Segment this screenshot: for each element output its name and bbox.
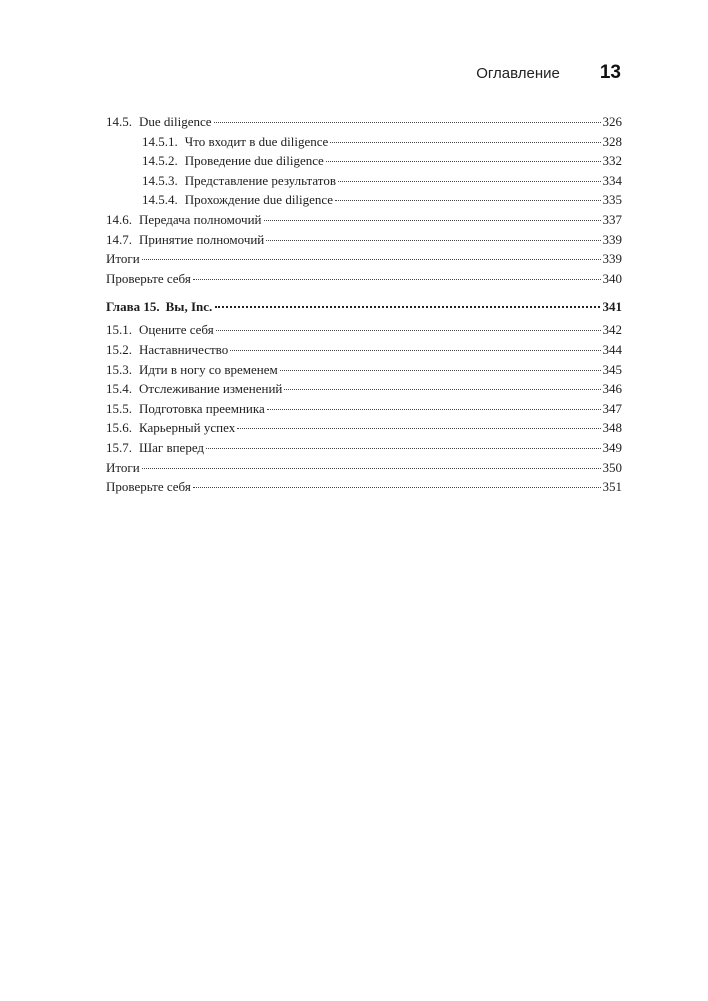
entry-page: 349 — [602, 439, 622, 455]
entry-title: Оцените себя — [139, 322, 214, 338]
dot-leader — [267, 408, 601, 410]
toc-entry[interactable] — [106, 171, 622, 191]
entry-title: Due diligence — [139, 114, 212, 129]
dot-leader — [206, 447, 600, 449]
toc-entry[interactable] — [106, 477, 622, 497]
toc-entry[interactable] — [106, 269, 622, 289]
entry-title: Проверьте себя — [106, 270, 191, 286]
entry-number: 14.5.4. — [142, 192, 178, 208]
toc-entry[interactable] — [106, 249, 622, 269]
entry-page: 342 — [602, 322, 622, 338]
dot-leader — [215, 305, 599, 308]
dot-leader — [266, 239, 600, 241]
entry-title: Проведение due diligence — [184, 153, 324, 169]
entry-number: 15.5. — [106, 400, 132, 416]
toc-entry[interactable] — [106, 320, 622, 340]
page-number: 13 — [599, 62, 621, 83]
chapter-label: Глава 15. — [106, 299, 160, 315]
toc-entry[interactable] — [106, 112, 622, 132]
entry-number: 15.6. — [106, 420, 132, 436]
toc-entry[interactable] — [106, 399, 622, 419]
entry-page: 326 — [602, 114, 622, 129]
dot-leader — [338, 180, 601, 182]
toc-entry[interactable] — [106, 418, 622, 438]
entry-page: 335 — [602, 192, 622, 208]
entry-title: Передача полномочий — [139, 211, 262, 227]
toc-entry[interactable] — [106, 379, 622, 399]
entry-page: 340 — [602, 270, 622, 286]
entry-title: Представление результатов — [184, 172, 336, 188]
entry-title: Что входит в due diligence — [184, 133, 329, 149]
entry-number: 14.5.2. — [142, 153, 178, 169]
toc-entry[interactable] — [106, 210, 622, 230]
entry-title: Принятие полномочий — [139, 231, 265, 247]
toc-entry[interactable] — [106, 458, 622, 478]
entry-number: 14.5.1. — [142, 133, 178, 149]
entry-number: 14.5. — [106, 114, 132, 129]
entry-page: 334 — [602, 172, 622, 188]
toc-entry[interactable] — [106, 190, 622, 210]
toc-entry[interactable] — [106, 360, 622, 380]
dot-leader — [280, 369, 601, 371]
toc-section-14 — [106, 112, 622, 288]
dot-leader — [193, 486, 601, 488]
entry-page: 346 — [602, 381, 622, 397]
toc-entry[interactable] — [106, 132, 622, 152]
entry-page: 332 — [602, 153, 622, 169]
toc-chapter-entry[interactable] — [106, 297, 622, 317]
dot-leader — [326, 160, 601, 162]
entry-page: 328 — [602, 133, 622, 149]
entry-title: Наставничество — [139, 341, 229, 357]
dot-leader — [335, 199, 601, 201]
entry-number: 14.5.3. — [142, 172, 178, 188]
dot-leader — [330, 141, 600, 143]
running-head-title: Оглавление — [476, 65, 560, 82]
entry-number: 14.7. — [106, 231, 132, 247]
entry-title: Идти в ногу со временем — [139, 361, 278, 377]
dot-leader — [264, 219, 601, 221]
entry-title: Итоги — [106, 251, 140, 267]
entry-page: 345 — [602, 361, 622, 377]
table-of-contents — [106, 112, 622, 497]
entry-title: Проверьте себя — [106, 479, 191, 495]
dot-leader — [216, 329, 601, 331]
toc-entry[interactable] — [106, 340, 622, 360]
dot-leader — [230, 349, 600, 351]
dot-leader — [142, 258, 601, 260]
entry-page: 339 — [602, 231, 622, 247]
entry-number: 15.1. — [106, 322, 132, 338]
entry-page: 339 — [602, 251, 622, 267]
toc-section-15 — [106, 320, 622, 496]
chapter-page: 341 — [602, 299, 622, 315]
entry-number: 15.2. — [106, 341, 132, 357]
entry-title: Прохождение due diligence — [184, 192, 333, 208]
entry-page: 351 — [602, 479, 622, 495]
entry-number: 15.7. — [106, 439, 132, 455]
entry-number: 15.4. — [106, 381, 132, 397]
entry-number: 15.3. — [106, 361, 132, 377]
entry-title: Итоги — [106, 459, 140, 475]
entry-title: Шаг вперед — [139, 439, 205, 455]
toc-entry[interactable] — [106, 438, 622, 458]
toc-entry[interactable] — [106, 230, 622, 250]
dot-leader — [284, 388, 600, 390]
entry-number: 14.6. — [106, 211, 132, 227]
entry-title: Подготовка преемника — [139, 400, 265, 416]
entry-page: 348 — [602, 420, 622, 436]
dot-leader — [142, 467, 601, 469]
entry-page: 350 — [602, 459, 622, 475]
entry-page: 337 — [602, 211, 622, 227]
entry-title: Отслеживание изменений — [139, 381, 283, 397]
toc-entry[interactable] — [106, 151, 622, 171]
running-head — [476, 62, 621, 84]
dot-leader — [214, 121, 601, 123]
entry-title: Карьерный успех — [139, 420, 236, 436]
chapter-title: Вы, Inc. — [165, 299, 213, 315]
dot-leader — [193, 278, 601, 280]
dot-leader — [237, 427, 600, 429]
entry-page: 347 — [602, 400, 622, 416]
entry-page: 344 — [602, 341, 622, 357]
